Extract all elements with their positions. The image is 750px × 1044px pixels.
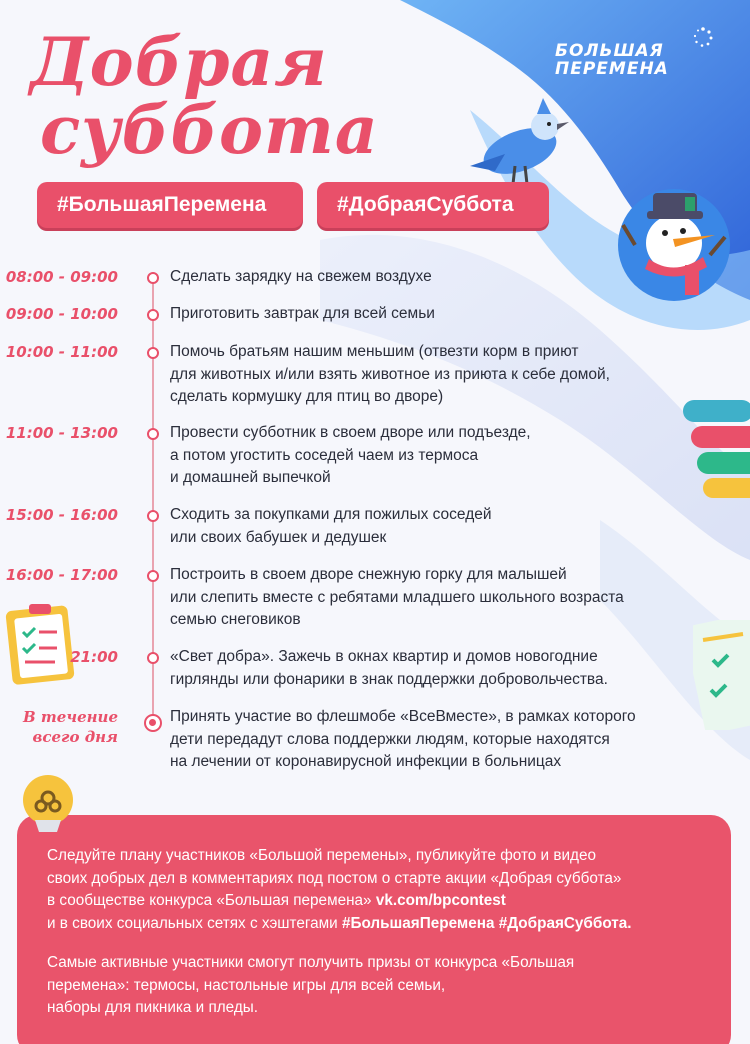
checklist-illustration [693, 620, 750, 735]
brand-dots-icon [693, 27, 713, 52]
title-line-2: суббота [40, 91, 379, 169]
brand-line-2: ПЕРЕМЕНА [555, 59, 669, 79]
timeline-dot [147, 652, 159, 664]
timeline-dot [147, 272, 159, 284]
snowman-illustration [615, 185, 733, 310]
hashtag-bolshayaperemena[interactable]: #БольшаяПеремена [37, 182, 303, 228]
schedule-time: 10:00 - 11:00 [5, 343, 118, 361]
schedule-text: Принять участие во флешмобе «ВсеВместе», в рамках которого дети передадут слова поддержки людям, которые находятся на лечении от коронавирусной инфекции в больницах [170, 708, 636, 770]
schedule-text: Приготовить завтрак для всей семьи [170, 305, 435, 322]
schedule-time: 21:00 [70, 648, 118, 666]
books-illustration [683, 400, 750, 505]
schedule-time: 08:00 - 09:00 [5, 268, 118, 286]
timeline-dot [147, 309, 159, 321]
timeline-dot [147, 347, 159, 359]
info-text: Следуйте плану участников «Большой перемены», публикуйте фото и видео своих добрых дел в комментариях под постом о старте акции «Добрая суббота» в сообществе конкурса «Большая перемена» [47, 847, 622, 909]
timeline-dot [147, 510, 159, 522]
title-line-1: Добрая [30, 23, 328, 101]
vk-link[interactable]: vk.com/bpcontest [375, 892, 506, 909]
schedule-text: Сделать зарядку на свежем воздухе [170, 268, 432, 285]
info-hashtags: #БольшаяПеремена #ДобраяСуббота. [341, 914, 632, 932]
info-text-2: и в своих социальных сетях с хэштегами [47, 914, 338, 932]
timeline-dot [147, 570, 159, 582]
info-paragraph-2: Самые активные участники смогут получить призы от конкурса «Большая перемена»: термосы, настольные игры для всей семьи, наборы для пикника и пледы. [47, 954, 575, 1016]
schedule-text: Построить в своем дворе снежную горку для малышей или слепить вместе с ребятами младшего школьного возраста семью снеговиков [170, 566, 624, 628]
schedule-text: «Свет добра». Зажечь в окнах квартир и домов новогодние гирлянды или фонарики в знак поддержки добровольчества. [170, 648, 608, 688]
schedule-time: 16:00 - 17:00 [5, 566, 118, 584]
hashtag-dobrayasubbota[interactable]: #ДобраяСуббота [317, 182, 549, 228]
clipboard-illustration [5, 600, 77, 690]
brand-line-1: БОЛЬШАЯ [555, 41, 664, 61]
schedule-time: В течение всего дня [23, 708, 118, 746]
schedule-text: Сходить за покупками для пожилых соседей или своих бабушек и дедушек [170, 506, 492, 546]
schedule-time: 15:00 - 16:00 [5, 506, 118, 524]
timeline-dot-active [144, 714, 162, 732]
schedule-text: Провести субботник в своем дворе или подъезде, а потом угостить соседей чаем из термоса и домашней выпечкой [170, 424, 531, 486]
timeline-dot [147, 428, 159, 440]
brand-logo [555, 42, 669, 78]
lightbulb-illustration [15, 770, 85, 845]
info-paragraph-1 [47, 845, 701, 935]
schedule-time: 11:00 - 13:00 [5, 424, 118, 442]
schedule-text: Помочь братьям нашим меньшим (отвезти корм в приют для животных и/или взять животное из приюта к себе домой, сделать кормушку для птиц во дворе) [170, 343, 610, 405]
bird-illustration [465, 96, 575, 196]
page-title [30, 23, 379, 169]
info-panel [17, 815, 731, 1044]
hashtag-row [37, 182, 549, 228]
schedule-time: 09:00 - 10:00 [5, 305, 118, 323]
